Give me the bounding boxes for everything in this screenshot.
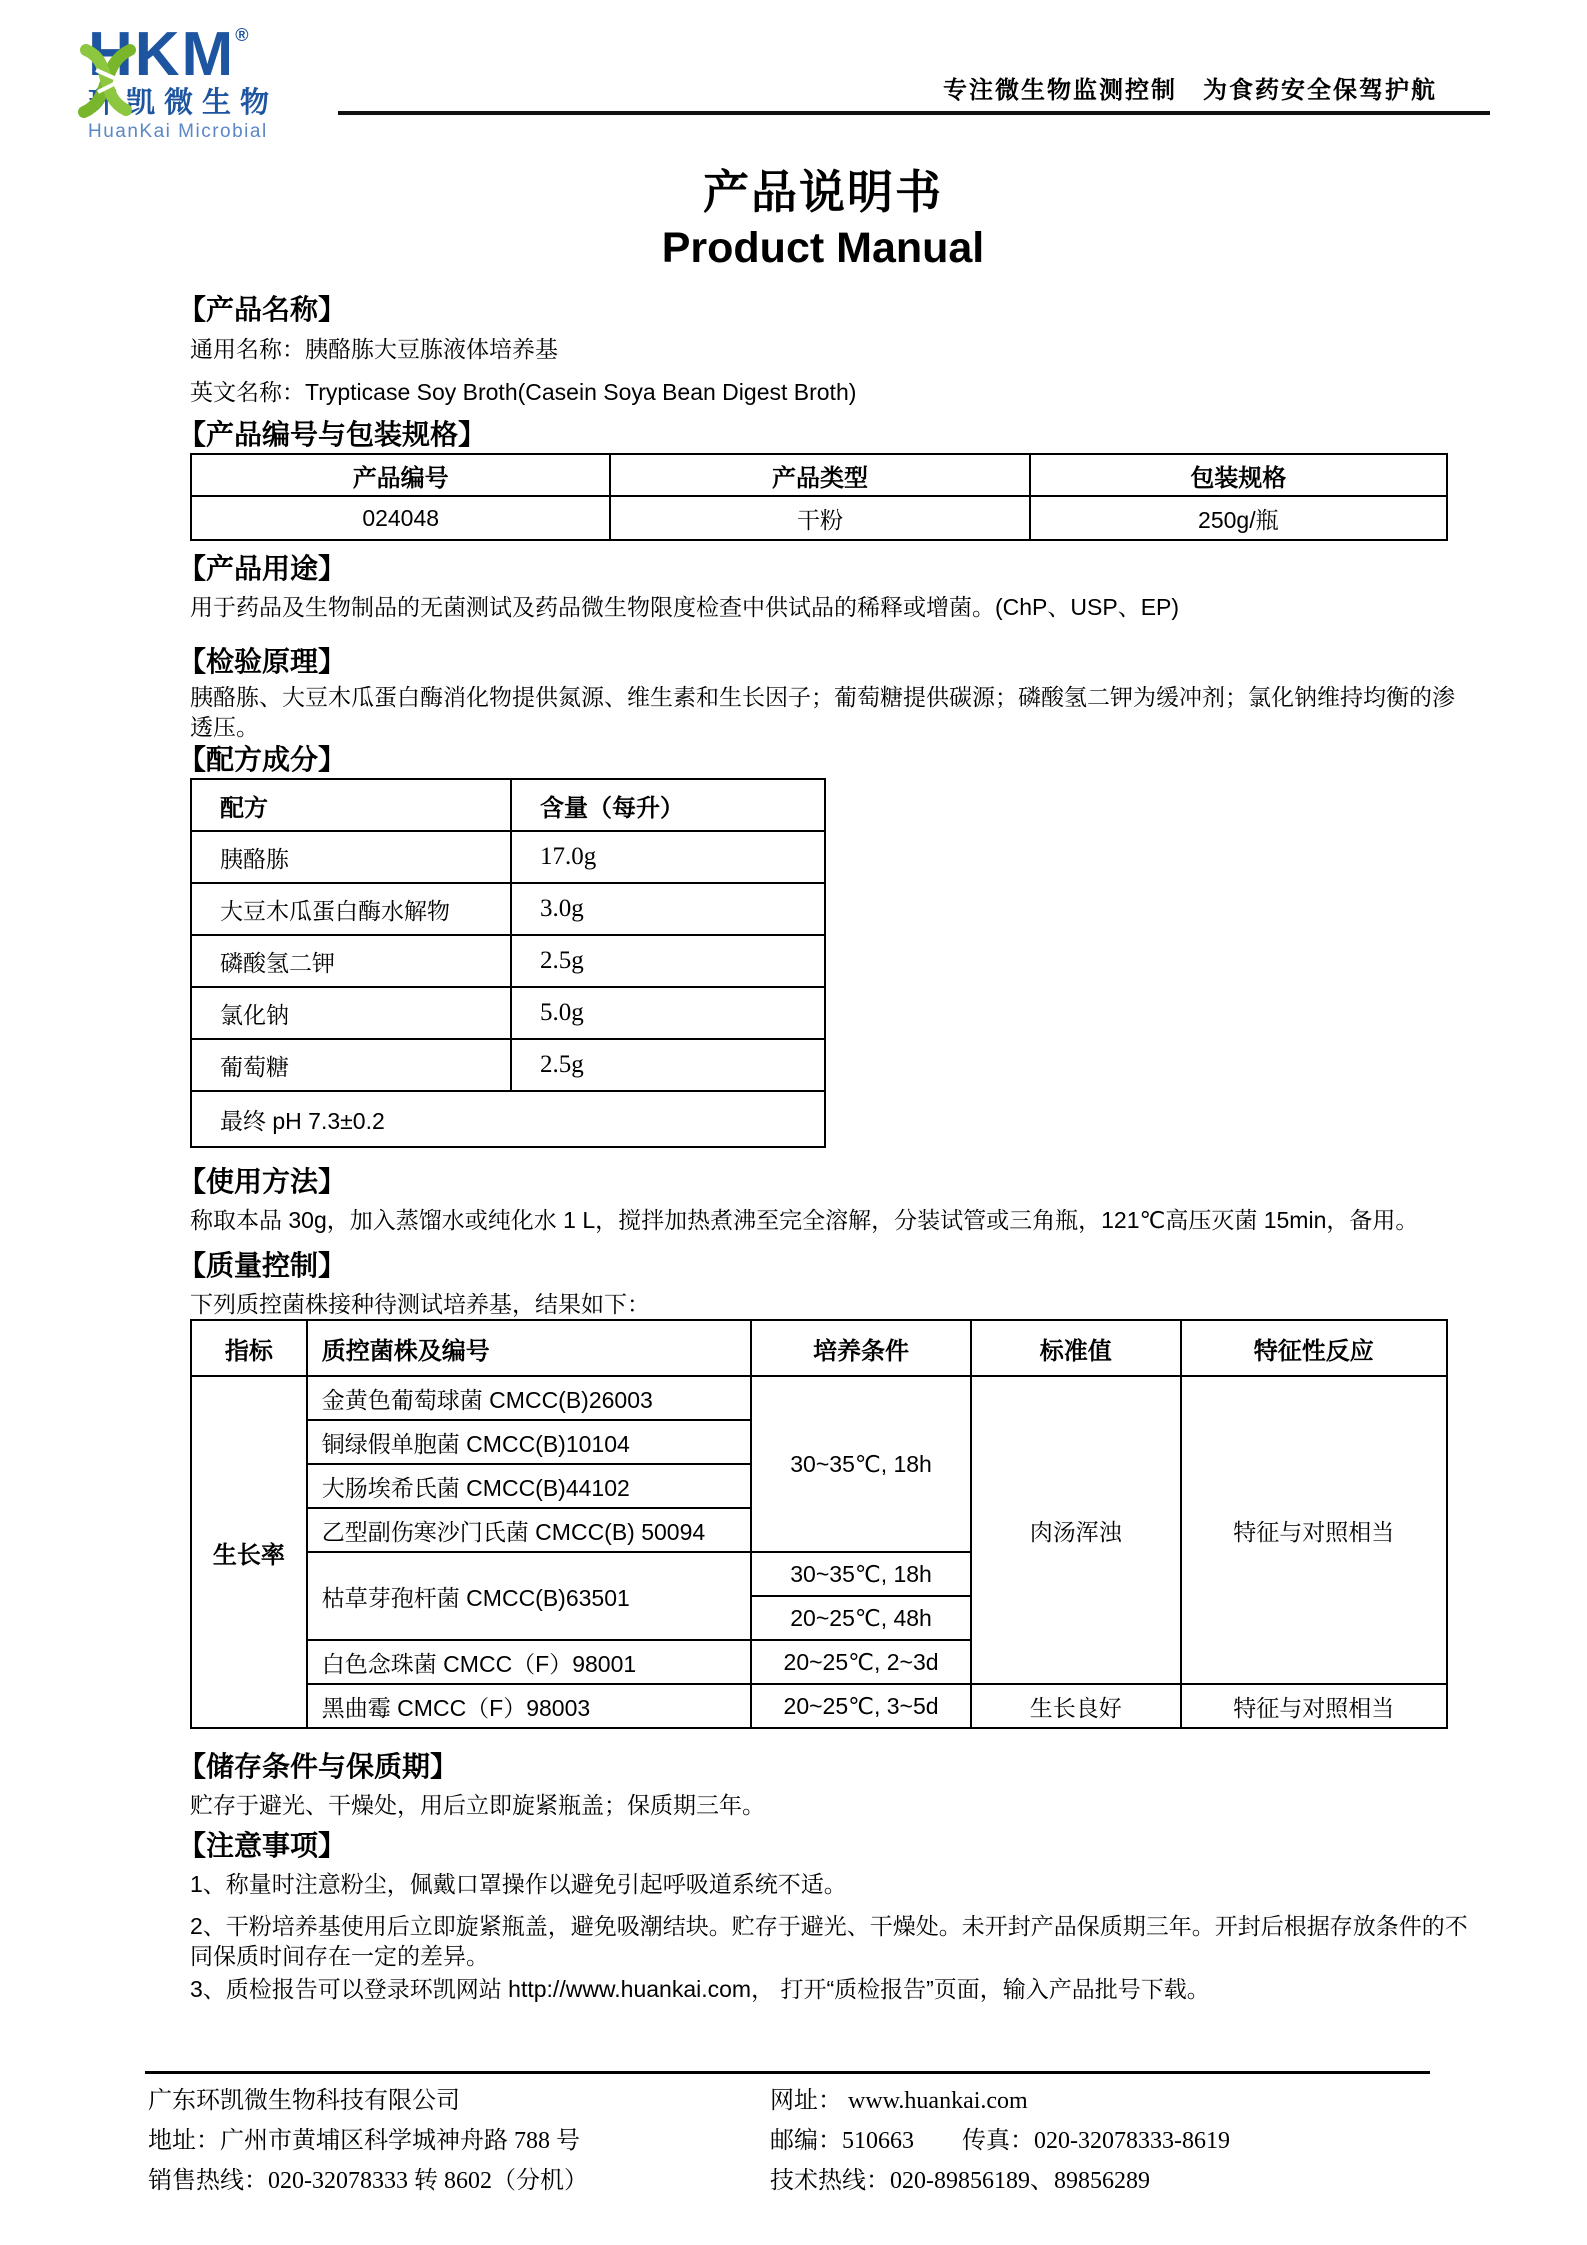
col-header-ingredient: 配方 [191, 779, 511, 831]
section-heading-principle: 【检验原理】 [178, 646, 347, 677]
table-row [191, 1039, 825, 1091]
header-slogan: 专注微生物监测控制 为食药安全保驾护航 [943, 77, 1437, 104]
indicator-growth-rate: 生长率 [191, 1376, 307, 1728]
standard-value: 肉汤浑浊 [971, 1376, 1181, 1684]
section-heading-method: 【使用方法】 [178, 1166, 347, 1197]
tech-hotline: 技术热线：020-89856189、89856289 [770, 2168, 1150, 2194]
website: 网址： www.huankai.com [770, 2088, 1028, 2114]
standard-value: 生长良好 [971, 1684, 1181, 1728]
strain-name: 黑曲霉 CMCC（F）98003 [307, 1684, 751, 1728]
hkm-logo-mark [88, 20, 249, 89]
col-header-standard: 标准值 [971, 1320, 1181, 1376]
logo-chinese-name: 环凯微生物 [88, 87, 279, 119]
strain-name: 金黄色葡萄球菌 CMCC(B)26003 [307, 1376, 751, 1420]
note-item: 2、干粉培养基使用后立即旋紧瓶盖，避免吸潮结块。贮存于避光、干燥处。未开封产品保质期三年。开封后根据存放条件的不同保质时间存在一定的差异。 [190, 1913, 1468, 1969]
col-header-conditions: 培养条件 [751, 1320, 971, 1376]
quality-control-table [190, 1319, 1448, 1729]
sales-hotline: 销售热线：020-32078333 转 8602（分机） [148, 2168, 588, 2194]
section-heading-formula: 【配方成分】 [178, 744, 347, 775]
note-item: 1、称量时注意粉尘，佩戴口罩操作以避免引起呼吸道系统不适。 [190, 1871, 847, 1897]
col-header-strain: 质控菌株及编号 [307, 1320, 751, 1376]
footer-divider [145, 2071, 1430, 2074]
english-name-line: 英文名称：Trypticase Soy Broth(Casein Soya Bean Digest Broth) [190, 379, 857, 405]
ingredient-name: 大豆木瓜蛋白酶水解物 [191, 883, 511, 935]
strain-name: 白色念珠菌 CMCC（F）98001 [307, 1640, 751, 1684]
section-heading-product-name: 【产品名称】 [178, 294, 347, 325]
table-row [191, 1376, 1447, 1420]
characteristic-reaction: 特征与对照相当 [1181, 1376, 1448, 1684]
ingredient-name: 胰酪胨 [191, 831, 511, 883]
col-header-product-type: 产品类型 [610, 454, 1029, 496]
strain-name: 乙型副伤寒沙门氏菌 CMCC(B) 50094 [307, 1508, 751, 1552]
registered-mark-icon: ® [235, 25, 249, 45]
table-row [191, 1091, 825, 1147]
ingredient-amount: 2.5g [511, 935, 825, 987]
usage-text: 用于药品及生物制品的无菌测试及药品微生物限度检查中供试品的稀释或增菌。(ChP、USP、EP) [190, 594, 1180, 620]
final-ph-value: 最终 pH 7.3±0.2 [191, 1091, 825, 1147]
section-heading-package: 【产品编号与包装规格】 [178, 419, 487, 450]
table-header-row [191, 779, 825, 831]
table-header-row [191, 454, 1447, 496]
qc-intro-text: 下列质控菌株接种待测试培养基，结果如下： [190, 1291, 650, 1317]
culture-condition: 30~35℃, 18h [751, 1552, 971, 1596]
table-row [191, 831, 825, 883]
characteristic-reaction: 特征与对照相当 [1181, 1684, 1448, 1728]
section-heading-storage: 【储存条件与保质期】 [178, 1751, 459, 1782]
ingredient-amount: 2.5g [511, 1039, 825, 1091]
strain-name: 大肠埃希氏菌 CMCC(B)44102 [307, 1464, 751, 1508]
col-header-amount: 含量（每升） [511, 779, 825, 831]
footer-left-column [148, 2081, 770, 2201]
col-header-product-code: 产品编号 [191, 454, 610, 496]
header-divider [338, 111, 1490, 115]
culture-condition: 20~25℃, 2~3d [751, 1640, 971, 1684]
zip-and-fax: 邮编：510663 传真：020-32078333-8619 [770, 2128, 1230, 2154]
footer-right-column [770, 2081, 1438, 2201]
generic-name-line: 通用名称：胰酪胨大豆胨液体培养基 [190, 336, 558, 362]
section-heading-usage: 【产品用途】 [178, 553, 347, 584]
culture-condition: 20~25℃, 3~5d [751, 1684, 971, 1728]
page-title-en: Product Manual [661, 224, 985, 272]
page-title-cn: 产品说明书 [703, 166, 943, 218]
culture-condition: 30~35℃, 18h [751, 1376, 971, 1552]
strain-name: 铜绿假单胞菌 CMCC(B)10104 [307, 1420, 751, 1464]
company-name: 广东环凯微生物科技有限公司 [148, 2088, 460, 2114]
method-text: 称取本品 30g，加入蒸馏水或纯化水 1 L，搅拌加热煮沸至完全溶解，分装试管或三角瓶，121℃高压灭菌 15min，备用。 [190, 1207, 1419, 1233]
table-row [191, 1684, 1447, 1728]
col-header-package-spec: 包装规格 [1030, 454, 1447, 496]
culture-condition: 20~25℃, 48h [751, 1596, 971, 1640]
col-header-characteristic: 特征性反应 [1181, 1320, 1448, 1376]
storage-text: 贮存于避光、干燥处，用后立即旋紧瓶盖；保质期三年。 [190, 1792, 765, 1818]
product-type-value: 干粉 [610, 496, 1029, 540]
table-row [191, 935, 825, 987]
strain-name: 枯草芽孢杆菌 CMCC(B)63501 [307, 1552, 751, 1640]
section-heading-notes: 【注意事项】 [178, 1830, 347, 1861]
table-row [191, 883, 825, 935]
package-spec-table [190, 453, 1448, 541]
col-header-indicator: 指标 [191, 1320, 307, 1376]
table-row [191, 987, 825, 1039]
logo-english-name: HuanKai Microbial [88, 121, 268, 142]
company-address: 地址：广州市黄埔区科学城神舟路 788 号 [148, 2128, 580, 2154]
section-heading-qc: 【质量控制】 [178, 1250, 347, 1281]
ingredient-name: 磷酸氢二钾 [191, 935, 511, 987]
hkm-logo [88, 20, 279, 142]
ingredient-amount: 3.0g [511, 883, 825, 935]
ingredient-name: 氯化钠 [191, 987, 511, 1039]
ingredient-amount: 5.0g [511, 987, 825, 1039]
principle-text: 胰酪胨、大豆木瓜蛋白酶消化物提供氮源、维生素和生长因子；葡萄糖提供碳源；磷酸氢二钾为缓冲剂；氯化钠维持均衡的渗透压。 [190, 684, 1455, 740]
table-row [191, 496, 1447, 540]
package-spec-value: 250g/瓶 [1030, 496, 1447, 540]
logo-hkm-text: HKM [88, 20, 236, 89]
note-item: 3、质检报告可以登录环凯网站 http://www.huankai.com， 打开“质检报告”页面，输入产品批号下载。 [190, 1976, 1210, 2002]
formula-table [190, 778, 826, 1148]
product-code-value: 024048 [191, 496, 610, 540]
table-header-row [191, 1320, 1447, 1376]
page-footer [148, 2081, 1438, 2201]
document-body [178, 166, 1468, 2004]
ingredient-name: 葡萄糖 [191, 1039, 511, 1091]
ingredient-amount: 17.0g [511, 831, 825, 883]
page-header [0, 0, 1587, 142]
